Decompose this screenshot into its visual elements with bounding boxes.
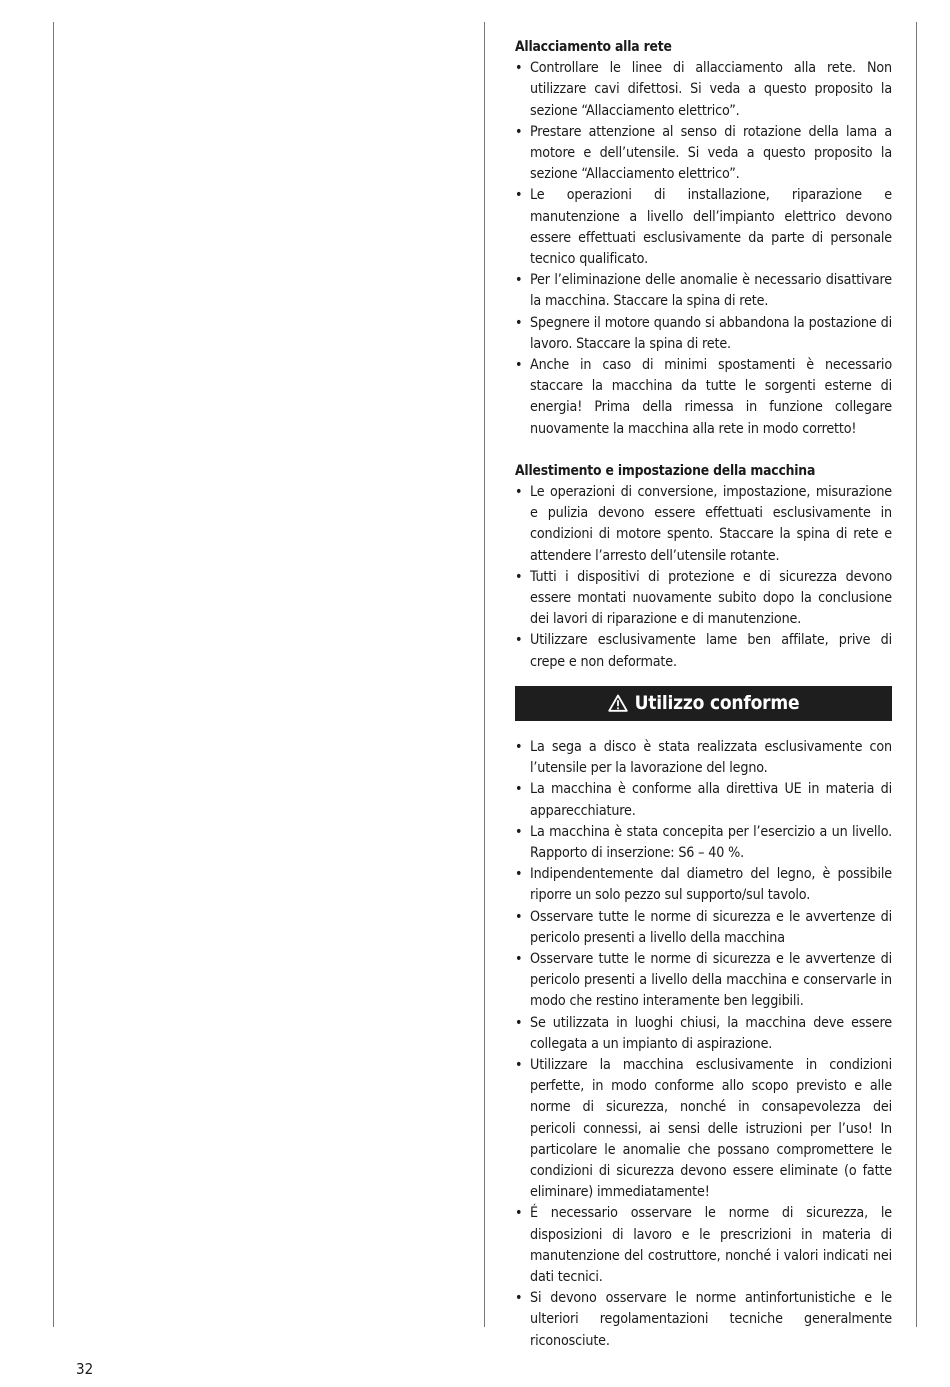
list-item: • Utilizzare la macchina esclusivamente in condizioni perfette, in modo conforme allo scopo previsto e alle norme di sicurezza, nonché in consapevolezza dei pericoli connessi, ai sensi delle istruzioni per l’uso! In particolare le anomalie che possano compromettere le condizioni di sicurezza devono essere eliminate (o fatte eliminare) immediatamente!: [515, 1055, 892, 1203]
intended-use-list: [515, 737, 892, 1352]
mains-connection-list: [515, 58, 892, 440]
list-item: • Se utilizzata in luoghi chiusi, la macchina deve essere collegata a un impianto di aspirazione.: [515, 1013, 892, 1055]
list-item: • La sega a disco è stata realizzata esclusivamente con l’utensile per la lavorazione del legno.: [515, 737, 892, 779]
list-item: • Utilizzare esclusivamente lame ben affilate, prive di crepe e non deformate.: [515, 630, 892, 672]
section-heading-machine-setup: Allestimento e impostazione della macchina: [515, 462, 816, 479]
section-heading-mains-connection: Allacciamento alla rete: [515, 39, 672, 55]
list-item: • Si devono osservare le norme antinfortunistiche e le ulteriori regolamentazioni tecniche generalmente riconosciute.: [515, 1288, 892, 1352]
list-item: • Le operazioni di installazione, riparazione e manutenzione a livello dell’impianto elettrico devono essere effettuati esclusivamente da parte di personale tecnico qualificato.: [515, 185, 892, 270]
list-item: • Spegnere il motore quando si abbandona la postazione di lavoro. Staccare la spina di rete.: [515, 313, 892, 355]
list-item: • É necessario osservare le norme di sicurezza, le disposizioni di lavoro e le prescrizioni in materia di manutenzione del costruttore, nonché i valori indicati nei dati tecnici.: [515, 1203, 892, 1288]
list-item: • Tutti i dispositivi di protezione e di sicurezza devono essere montati nuovamente subito dopo la conclusione dei lavori di riparazione e di manutenzione.: [515, 567, 892, 631]
list-item: • Controllare le linee di allacciamento alla rete. Non utilizzare cavi difettosi. Si veda a questo proposito la sezione “Allacciamento elettrico”.: [515, 58, 892, 122]
right-margin-rule: [916, 22, 917, 1327]
warning-triangle-icon: [608, 694, 628, 712]
banner-title: Utilizzo conforme: [634, 691, 800, 714]
list-item: • Osservare tutte le norme di sicurezza e le avvertenze di pericolo presenti a livello della macchina e conservarle in modo che restino interamente ben leggibili.: [515, 949, 892, 1013]
center-column-rule: [484, 22, 485, 1327]
list-item: • La macchina è stata concepita per l’esercizio a un livello. Rapporto di inserzione: S6 – 40 %.: [515, 822, 892, 864]
left-margin-rule: [53, 22, 54, 1327]
list-item: • Per l’eliminazione delle anomalie è necessario disattivare la macchina. Staccare la spina di rete.: [515, 270, 892, 312]
right-text-column: [515, 37, 892, 1352]
intended-use-banner: [515, 686, 892, 721]
list-item: • Indipendentemente dal diametro del legno, è possibile riporre un solo pezzo sul supporto/sul tavolo.: [515, 864, 892, 906]
list-item: • Osservare tutte le norme di sicurezza e le avvertenze di pericolo presenti a livello della macchina: [515, 907, 892, 949]
list-item: • Anche in caso di minimi spostamenti è necessario staccare la macchina da tutte le sorgenti esterne di energia! Prima della rimessa in funzione collegare nuovamente la macchina alla rete in modo corretto!: [515, 355, 892, 440]
list-item: • La macchina è conforme alla direttiva UE in materia di apparecchiature.: [515, 779, 892, 821]
section-spacer: [515, 440, 892, 461]
list-item: • Le operazioni di conversione, impostazione, misurazione e pulizia devono essere effettuati esclusivamente in condizioni di motore spento. Staccare la spina di rete e attendere l’arresto dell’utensile rotante.: [515, 482, 892, 567]
page-number: 32: [76, 1360, 94, 1378]
machine-setup-list: [515, 482, 892, 673]
list-item: • Prestare attenzione al senso di rotazione della lama a motore e dell’utensile. Si veda a questo proposito la sezione “Allacciamento elettrico”.: [515, 122, 892, 186]
